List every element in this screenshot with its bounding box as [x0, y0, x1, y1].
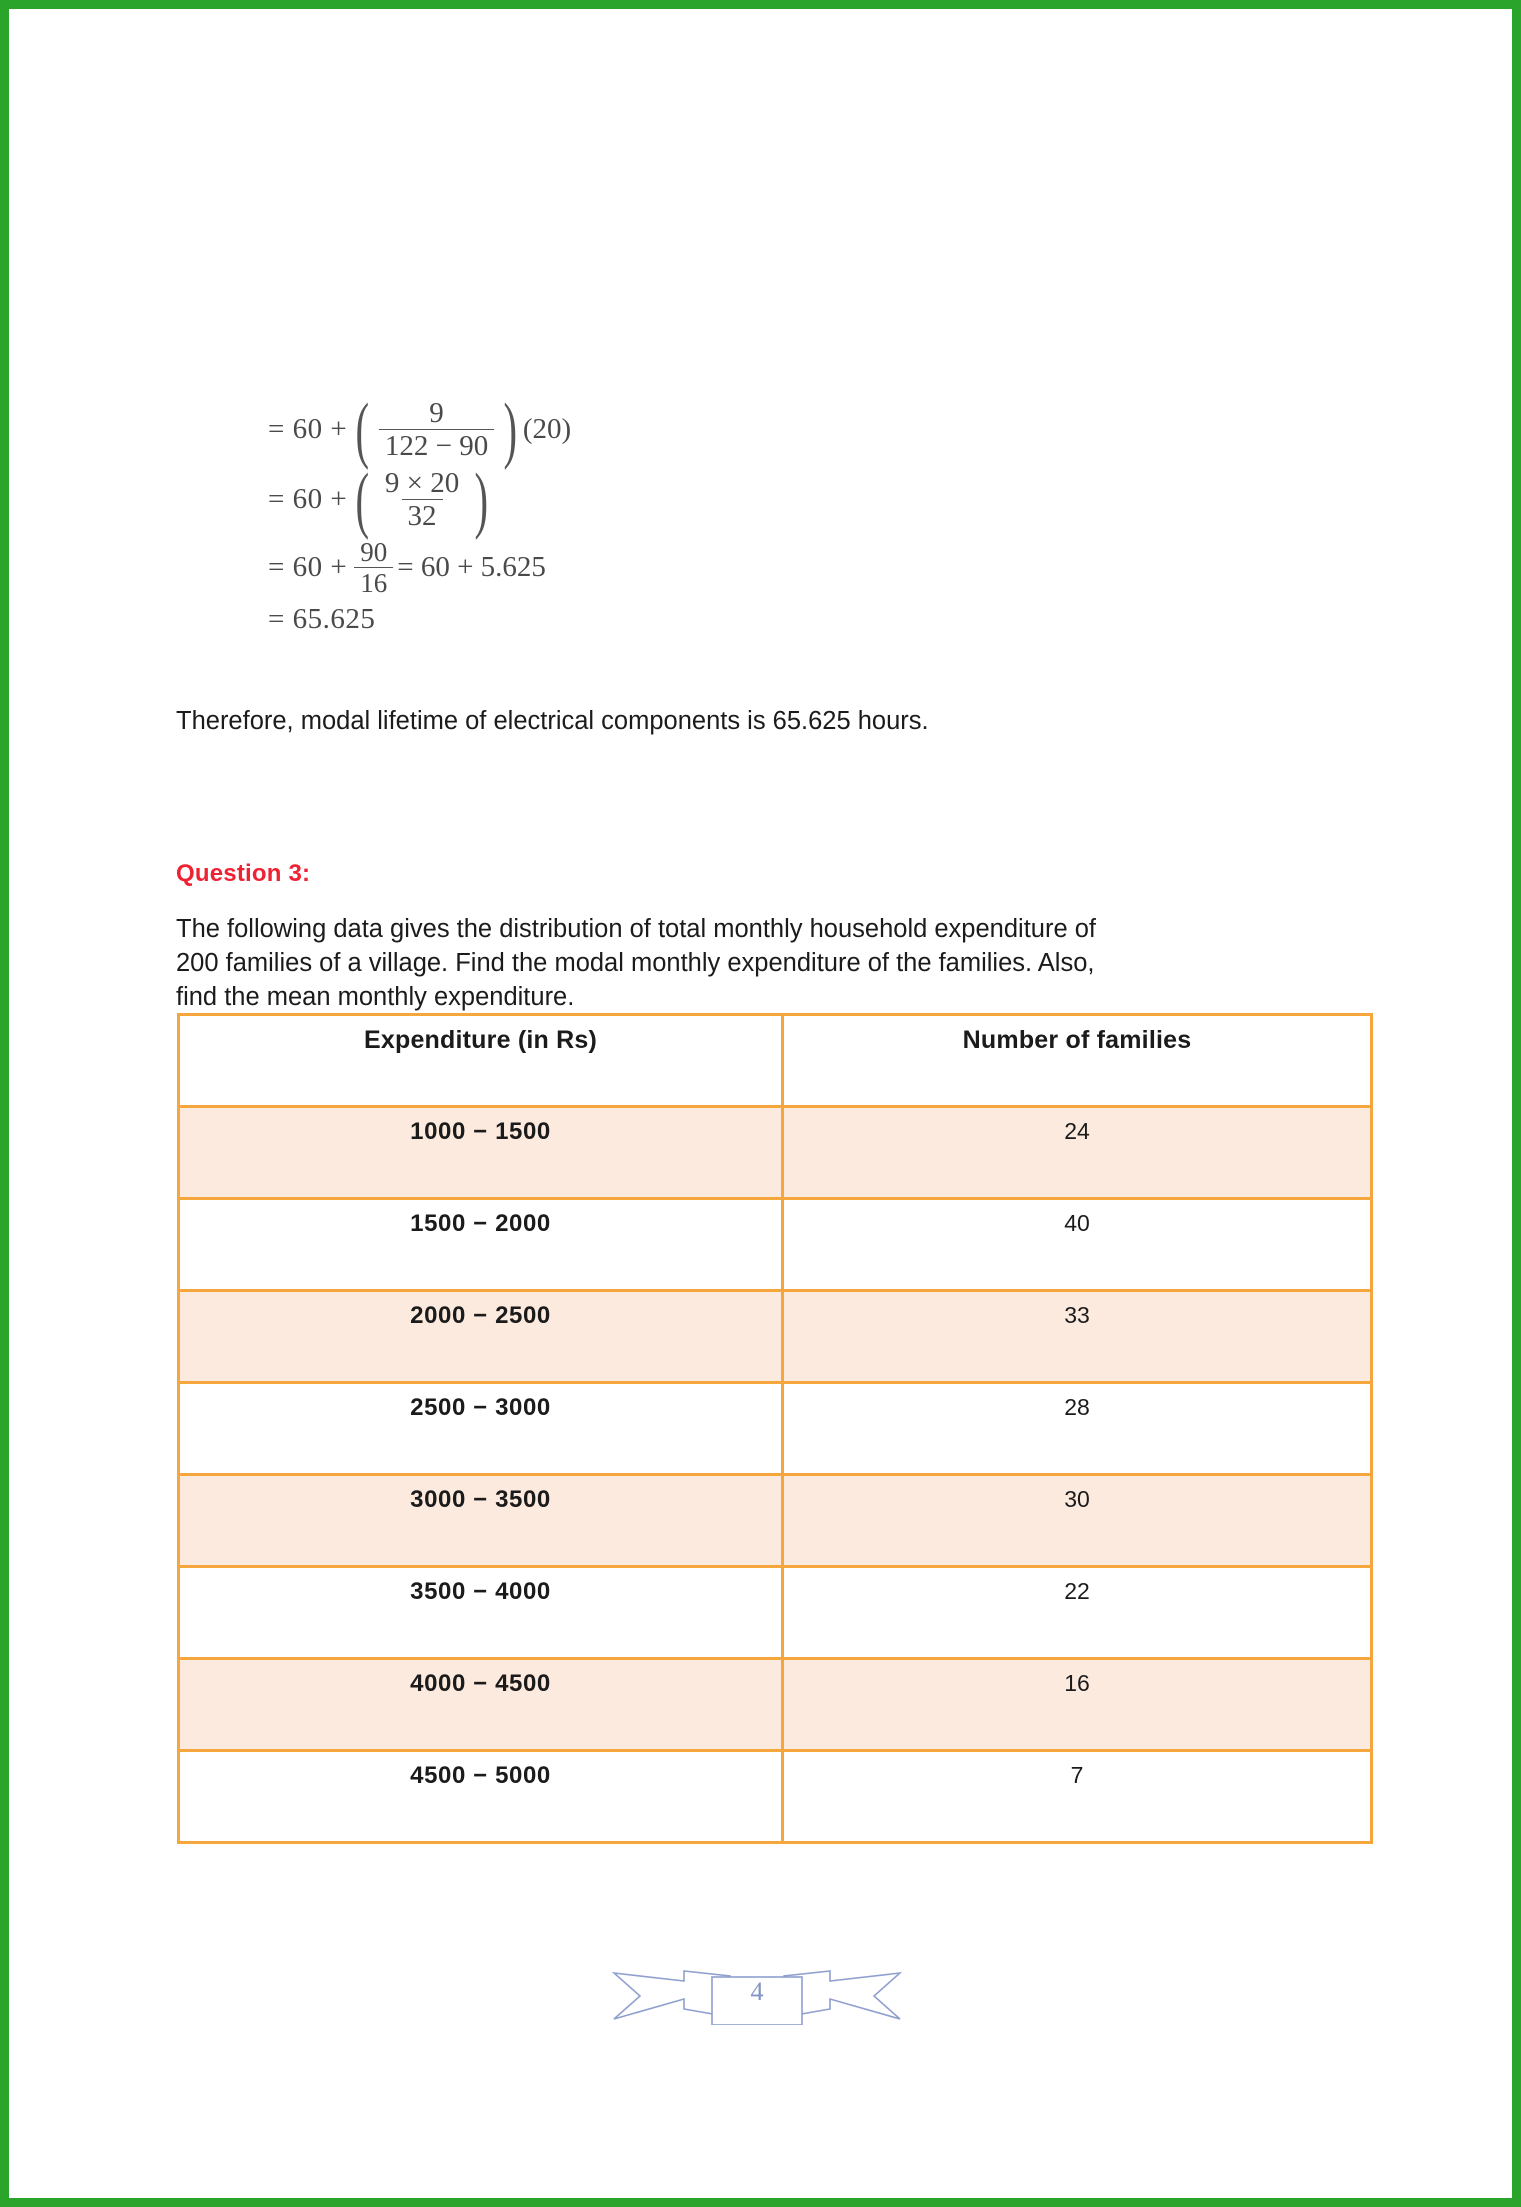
page-number-ribbon: [612, 1947, 902, 2025]
fraction-2: [379, 468, 465, 532]
equation-line-4: [268, 603, 888, 636]
fraction-1: [379, 398, 494, 462]
equation-3-lead: = 60 +: [268, 551, 348, 584]
fraction-3-numerator: 90: [360, 536, 388, 567]
fraction-1-numerator: 9: [429, 397, 444, 429]
cell-expenditure: 1000 − 1500: [179, 1107, 783, 1199]
equation-4-lead: = 65.625: [268, 603, 376, 636]
math-derivation: [268, 388, 888, 642]
equation-3-tail: = 60 + 5.625: [397, 551, 546, 584]
table-body: [179, 1107, 1372, 1843]
table-row: [179, 1291, 1372, 1383]
table-row: [179, 1659, 1372, 1751]
fraction-1-denominator: 122 − 90: [379, 429, 494, 461]
cell-expenditure: 4500 − 5000: [179, 1751, 783, 1843]
conclusion-text: Therefore, modal lifetime of electrical components is 65.625 hours.: [176, 707, 929, 735]
table-row: [179, 1107, 1372, 1199]
column-header-families: Number of families: [783, 1015, 1372, 1107]
cell-families: 33: [783, 1291, 1372, 1383]
fraction-3: [354, 538, 393, 598]
fraction-2-denominator: 32: [402, 499, 443, 531]
table-row: [179, 1199, 1372, 1291]
table-row: [179, 1567, 1372, 1659]
cell-families: 22: [783, 1567, 1372, 1659]
fraction-2-numerator: 9 × 20: [384, 466, 460, 499]
equation-line-2: = 60 + ( $\frac{9 \times 20}{32}$ ): [268, 458, 489, 541]
equation-line-3: [268, 538, 888, 598]
expenditure-table: [177, 1013, 1373, 1844]
cell-expenditure: 3500 − 4000: [179, 1567, 783, 1659]
table-row: [179, 1475, 1372, 1567]
cell-families: 40: [783, 1199, 1372, 1291]
cell-expenditure: 3000 − 3500: [179, 1475, 783, 1567]
column-header-expenditure: Expenditure (in Rs): [179, 1015, 783, 1107]
cell-families: 7: [783, 1751, 1372, 1843]
cell-expenditure: 1500 − 2000: [179, 1199, 783, 1291]
equation-2-lead: = 60 +: [268, 483, 348, 516]
question-text: The following data gives the distribution of total monthly household expenditure of 200 families of a village. Find the modal monthly expenditure of the families. Also, find the mean monthly expenditure.: [176, 915, 1096, 1011]
equation-1-lead: = 60 +: [268, 413, 348, 446]
table-header-row: [179, 1015, 1372, 1107]
cell-families: 24: [783, 1107, 1372, 1199]
equation-1-suffix: (20): [522, 413, 572, 446]
cell-families: 16: [783, 1659, 1372, 1751]
page-number-label: 4: [750, 1977, 764, 2006]
fraction-3-denominator: 16: [354, 567, 393, 597]
cell-expenditure: 4000 − 4500: [179, 1659, 783, 1751]
cell-families: 30: [783, 1475, 1372, 1567]
question-heading: Question 3:: [176, 860, 311, 887]
cell-expenditure: 2500 − 3000: [179, 1383, 783, 1475]
table-row: [179, 1751, 1372, 1843]
equation-line-1: = 60 + ( $\frac{9}{122 - 90}$ ) (20): [268, 388, 572, 471]
cell-expenditure: 2000 − 2500: [179, 1291, 783, 1383]
cell-families: 28: [783, 1383, 1372, 1475]
table-row: [179, 1383, 1372, 1475]
